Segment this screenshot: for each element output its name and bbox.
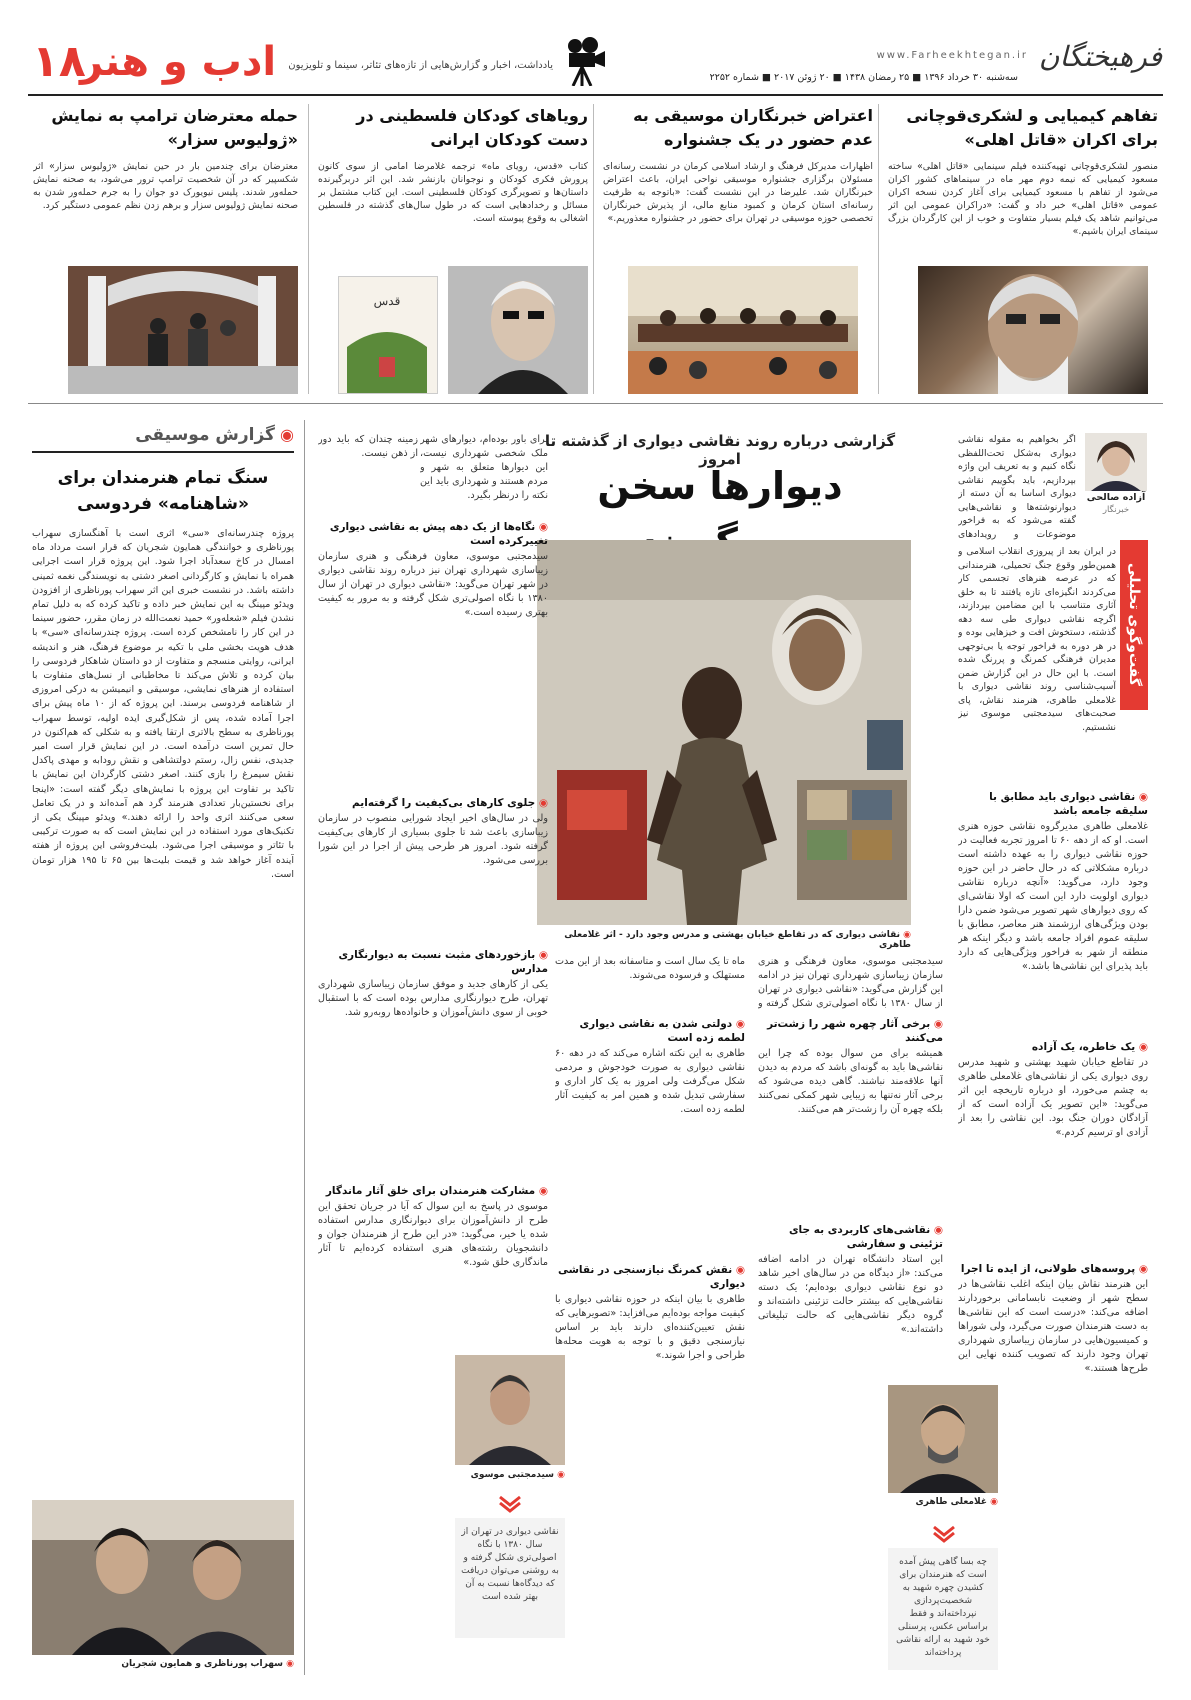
section-heading: ◉ پروسه‌های طولانی، از ایده تا اجرا — [960, 1263, 1148, 1275]
section-body: سیدمجتبی موسوی، معاون فرهنگی و هنری سازمان زیباسازی شهرداری تهران نیز درباره روند نقاشی دیواری در شهر تهران می‌گوید: «نقاشی دیواری در تهران از سال ۱۳۸۰ با نگاه اصولی‌تری شکل گرفته و به مرور به کیفیت بهتری رسیده است.» — [318, 551, 548, 618]
side-label — [1120, 540, 1148, 710]
section-body: طاهری با بیان اینکه در حوزه نقاشی دیواری با کیفیت مواجه بوده‌ایم می‌افزاید: «تصویرهایی که نقش تعیین‌کننده‌ای دارند باید بر اساس نیازسنجی دقیق و با توجه به هویت محله‌ها طراحی و اجرا شوند.» — [555, 1294, 745, 1361]
section-bullet-icon: ◉ — [1135, 1263, 1148, 1275]
section-heading: ◉ نقش کمرنگ نیازسنجی در نقاشی دیواری — [557, 1264, 745, 1290]
feature-kicker: گزارشی درباره روند نقاشی دیواری از گذشته تا امروز — [544, 432, 896, 468]
masthead — [28, 36, 1163, 92]
section-body: موسوی در پاسخ به این سوال که آیا در جریان تحقق این طرح از دانش‌آموزان برای دیوارنگاری مدارس استفاده شده یا خیر، می‌گوید: «در این طرح از هنرمندان جوان و دانشجویان رشته‌های هنری استفاده کرده‌ایم تا آثار ماندگاری خلق شود.» — [318, 1201, 548, 1268]
section-body: غلامعلی طاهری مدیرگروه نقاشی حوزه هنری است. او که از دهه ۶۰ تا امروز تجربه فعالیت در حوزه نقاشی دیواری را به عهده داشته است درباره مشکلاتی که در حال حاضر در این حوزه وجود دارد، می‌گوید: «آنچه درباره نقاشی دیواری اولویت دارد این است که اولا نقاشی‌ای که روی دیوارهای شهر تصویر می‌شود ضمن دارا بودن ویژگی‌های ارزشمند هنر معاصر، مطابق با سلیقه عموم افراد جامعه باشد و دیگر اینکه هر منطقه از شهر به فراخور ویژگی‌هایی که دارد باید پذیرای این نقاشی‌ها باشد.» — [958, 821, 1148, 972]
news-row — [28, 104, 1163, 394]
music-section — [32, 425, 294, 1670]
feature-headline: دیوارها سخن — [597, 464, 843, 508]
news-item-palestine — [318, 104, 588, 394]
section-heading: ◉ بازخوردهای مثبت نسبت به دیوارنگاری مدارس — [338, 949, 548, 975]
section-bullet-icon: ◉ — [1135, 791, 1148, 803]
news-photo-press-conference — [628, 266, 858, 394]
caption-bullet-icon: ◉ — [283, 1659, 294, 1669]
photo-mousavi-caption: ◉ سیدمجتبی موسوی — [470, 1470, 565, 1480]
section-body: یکی از کارهای جدید و موفق سازمان زیباسازی شهرداری تهران، طرح دیوارنگاری مدارس بوده است که با استقبال خوبی از سوی دانش‌آموزان و خانواده‌ها روبه‌رو شد. — [318, 979, 548, 1018]
section-bullet-icon: ◉ — [535, 521, 548, 533]
photo-mousavi — [455, 1355, 565, 1465]
news-item-journalists — [603, 104, 873, 394]
pull-quote-1: نقاشی دیواری در تهران از سال ۱۳۸۰ با نگاه اصولی‌تری شکل گرفته و به روشنی می‌توان دریافت که دیدگاه‌ها نسبت به آن بهتر شده است — [455, 1518, 565, 1638]
section-heading: ◉ نگاه‌ها از یک دهه پیش به نقاشی دیواری تغییرکرده است — [329, 521, 548, 547]
section-body: زمینه چندان که باید دور از ذهن نیست. — [318, 434, 418, 459]
pull-quote-arrow-icon — [498, 1495, 522, 1513]
news-item-kimiai — [888, 104, 1158, 394]
section-bullet-icon: ◉ — [535, 1185, 548, 1197]
caption-bullet-icon: ◉ — [554, 1470, 565, 1480]
dateline: سه‌شنبه ۳۰ خرداد ۱۳۹۶ ■ ۲۵ رمضان ۱۴۳۸ ■ ۲۰ ژوئن ۲۰۱۷ ■ شماره ۲۲۵۲ — [709, 72, 1018, 83]
masthead-divider — [28, 94, 1163, 96]
music-headline: سنگ تمام هنرمندان برای «شاهنامه» فردوسی — [57, 468, 269, 514]
feature-image-caption — [537, 930, 911, 950]
music-label-text: گزارش موسیقی — [135, 425, 275, 445]
feature-col-mid — [555, 955, 745, 1670]
music-section-label — [32, 425, 294, 453]
section-bullet-icon: ◉ — [535, 797, 548, 809]
section-body: طاهری به این نکته اشاره می‌کند که در دهه ۶۰ نقاشی دیواری به صورت خودجوش و مردمی شکل می‌گرفت ولی امروز به یک کار اداری و سفارشی تبدیل شده و همین امر به کیفیت آثار لطمه زده است. — [555, 1048, 745, 1115]
section-bullet-icon: ◉ — [732, 1018, 745, 1030]
section-tagline: یادداشت، اخبار و گزارش‌هایی از تازه‌های تئاتر، سینما و تلویزیون — [288, 60, 553, 71]
caption-bullet-icon: ◉ — [900, 930, 911, 940]
news-body: منصور لشکری‌قوچانی تهیه‌کننده فیلم سینمایی «قاتل اهلی» ساخته مسعود کیمیایی که نیمه دوم مهر ماه در سینماهای کشور اکران می‌شود از تفاهم با مسعود کیمیایی برای آغاز کردن نسخه اکران عمومی «قاتل اهلی» خبر داد و گفت: «دراکران عمومی این اثر می‌توانیم شاهد یک فیلم بسیار متفاوت و خوب از این کارگردان بزرگ سینمای ایران باشیم.» — [888, 161, 1158, 237]
music-photo — [32, 1500, 294, 1655]
section-heading: ◉ برخی آثار چهره شهر را زشت‌تر می‌کنند — [767, 1018, 943, 1044]
page-number: ۱۸ — [32, 36, 86, 87]
music-body: پروژه چندرسانه‌ای «سی» اثری است با آهنگسازی سهراب پورناظری و خوانندگی همایون شجریان که قرار است مرداد ماه امسال در کاخ سعدآباد اجرا شود. این پروژه قرار است اجرایی همراه با نمایش و کارگردانی اصغر دشتی به نویسندگی نغمه ثمینی داشته باشد. در نشست خبری این اثر سهراب پورناظری از افزودن ویدئو مپینگ به این نمایش خبر داده و تاکید کرده که به دلیل تمام نشدن فیلم «شعله‌ور» حمید نعمت‌الله در زمان مقرر، حضور سینما در این کار را نامشخص کرده است. پروژه چندرسانه‌ای «سی» با هدف هویت بخشی ملی با تکیه بر موضوع فرهنگ، هنر و اندیشه ایرانی، روایتی منسجم و متفاوت از دو داستان شاهکار فردوسی را بیان کرده و تلاش می‌کند تا مخاطبانی از نسل‌های متفاوت با استفاده از هنرهای نمایشی، موسیقی و انیمیشن به درکی امروزی از شاهنامه فردوسی برسند. این پروژه که از ۱۰ ماه پیش برای اجرا آماده شده، پس از شکل‌گیری ایده اولیه، توسط سهراب پورناظری به سطح بالاتری ارتقا یافته و به شکلی که هم‌اکنون در حال تمرین است درآمده است. در این نمایش قرار است امیر جدیدی، نفس زال، رستم دولتشاهی و نقش رودابه و مهدی پاکدل نقش سیمرغ را بازی کنند. اصغر دشتی کارگردان این نمایش با تاکید بر تفاوت این پروژه با نمایش‌های دیگر گفته است: «اینجا برای نخستین‌بار تعدادی هنرمند گرد هم آمده‌اند و در یک تعامل سعی می‌کنند اثری واحد را ارائه دهند.» ویدئو مپینگ یکی از تکنیک‌های مورد استفاده در این نمایش است که به صورت ترکیبی با تئاتر و موسیقی اجرا می‌شود. بلیت‌فروشی این پروژه از هفته آینده آغاز خواهد شد و قیمت بلیت‌ها بین ۶۵ تا ۱۹۵ هزار تومان است. — [32, 528, 294, 880]
photo-taheri-caption: ◉ غلامعلی طاهری — [915, 1497, 998, 1507]
feature-mural-image — [537, 540, 911, 925]
author-name: آزاده صالحی — [1086, 492, 1146, 503]
feature-col-mid-right — [758, 955, 943, 1670]
news-title: رویاهای کودکان فلسطینی در دست کودکان ایرانی — [356, 106, 588, 149]
pull-quote-2: چه بسا گاهی پیش آمده است که هنرمندان برای کشیدن چهره شهید به شخصیت‌پردازی نپرداخته‌اند و فقط براساس عکس، پرسنلی خود شهید به ارائه نقاشی پرداخته‌اند — [888, 1548, 998, 1670]
section-heading: ◉ نقاشی‌های کاربردی به جای تزئینی و سفارشی — [788, 1224, 943, 1250]
news-title: اعتراض خبرنگاران موسیقی به عدم حضور در یک جشنواره — [633, 106, 873, 149]
section-body: ولی در سال‌های اخیر ایجاد شورایی منصوب در سازمان زیباسازی باعث شد تا جلوی بسیاری از کارهای بی‌کیفیت گرفته شود. امروز هر طرحی پیش از اجرا در این شورا بررسی می‌شود. — [318, 813, 548, 866]
feature-col-right — [958, 790, 1148, 1670]
section-bullet-icon: ◉ — [930, 1224, 943, 1236]
camera-icon — [563, 36, 607, 86]
news-item-trump — [33, 104, 298, 394]
music-photo-caption: ◉ سهراب پورناظری و همایون شجریان — [121, 1659, 294, 1669]
news-photo-author — [448, 266, 588, 394]
section-bullet-icon: ◉ — [1135, 1041, 1148, 1053]
news-photo-julius-caesar — [68, 266, 298, 394]
author-role: خبرنگار — [1102, 505, 1130, 515]
section-body: این استاد دانشگاه تهران در ادامه اضافه می‌کند: «از دیدگاه من در سال‌های اخیر شاهد دو نوع نقاشی دیواری بوده‌ایم؛ یک دسته نقاشی‌هایی که بیشتر حالت تزئینی داشته‌اند و گروه دیگر نقاشی‌هایی که حالت تبلیغاتی داشته‌اند.» — [758, 1254, 943, 1335]
website-link[interactable]: www.Farheekhtegan.ir — [876, 50, 1028, 61]
section-body: در تقاطع خیابان شهید بهشتی و شهید مدرس روی دیواری یکی از نقاشی‌های غلامعلی طاهری به چشم می‌خورد، او درباره تاریخچه این اثر می‌گوید: «این تصویر یک آزاده است که از آزادگان دوران جنگ بود. این نقاشی را بعد از آزادی او ترسیم کردم.» — [958, 1057, 1148, 1138]
section-heading: ◉ نقاشی دیواری باید مطابق با سلیقه جامعه باشد — [989, 791, 1148, 817]
section-bullet-icon: ◉ — [930, 1018, 943, 1030]
svg-text:قدس: قدس — [373, 294, 401, 308]
section-bullet-icon: ◉ — [535, 949, 548, 961]
news-title: تفاهم کیمیایی و لشکری‌قوچانی برای اکران «قاتل اهلی» — [906, 106, 1158, 149]
section-bullet-icon: ◉ — [732, 1264, 745, 1276]
author-avatar — [1085, 433, 1147, 491]
section-body: برای باور بوده‌ام، دیوارهای شهر ملک شخصی شهرداری نیست، این دیوارها متعلق به شهر و مردم هستند و شهرداری باید این نکته را درنظر بگیرد. — [420, 434, 548, 501]
music-label-icon: ◉ — [280, 425, 294, 444]
side-label-text: گفت‌وگوی تحلیلی — [1126, 563, 1142, 687]
news-title: حمله معترضان ترامپ به نمایش «ژولیوس سزار» — [51, 106, 298, 149]
feature-intro: اگر بخواهیم به مقوله نقاشی دیواری به‌شکل تحت‌اللفظی نگاه کنیم و به تعریف این واژه بپردازیم، باید بگوییم نقاشی دیواری اساسا به آن دسته از دیوارنوشته‌ها و نقاشی‌هایی گفته می‌شود که به فراخور موضوعات و رویدادهای — [958, 434, 1076, 540]
section-heading: ◉ دولتی شدن به نقاشی دیواری لطمه زده است — [579, 1018, 745, 1044]
section-title: ادب و هنر — [80, 39, 277, 85]
feature-intro-cont: در ایران بعد از پیروزی انقلاب اسلامی و همین‌طور وقوع جنگ تحمیلی، هنرمندانی که در عرصه هنرهای تجسمی کار می‌کردند انگیزه‌ای تازه یافتند تا به خلق آثاری متناسب با این مضامین بپردازند، اگرچه نقاشی دیواری طی سه دهه گذشته، دستخوش افت و خیزهایی بوده و در هر دوره به فراخور توجه یا بی‌توجهی مدیران فرهنگی کمرنگ و پررنگ شده است. با این حال در این گزارش ضمن آسیب‌شناسی روند نقاشی دیواری با غلامعلی طاهری، هنرمند نقاش، پای صحبت‌های سیدمجتبی موسوی نیز نشستیم. — [958, 546, 1116, 733]
news-body: کتاب «قدس، رویای ماه» ترجمه غلامرضا امامی از سوی کانون پرورش فکری کودکان و نوجوانان بازنشر شد. این اثر دربرگیرنده داستان‌ها و تصویرگری کودکان فلسطینی است. این کتاب مشتمل بر مسائل و رخدادهایی است که در طول سال‌های گذشته در فلسطین اشغالی به وقوع پیوسته است. — [318, 161, 588, 224]
news-body: اظهارات مدیرکل فرهنگ و ارشاد اسلامی کرمان در نشست رسانه‌ای مسئولان برگزاری جشنواره موسیقی نواحی ایران، باعث اعتراض خبرنگاران شد. علیرضا در این نشست گفت: «باتوجه به ظرفیت رسانه‌ای استان کرمان و کمبود منابع مالی، از پذیرش خبرنگاران تخصصی حوزه موسیقی در تهران برای حضور در جشنواره معذوریم.» — [603, 161, 873, 224]
section-body: سیدمجتبی موسوی، معاون فرهنگی و هنری سازمان زیباسازی شهرداری تهران نیز در ادامه این گزارش می‌گوید: «نقاشی دیواری در تهران از سال ۱۳۸۰ با نگاه اصولی‌تری شکل گرفته و — [758, 956, 943, 1009]
newspaper-logo: فرهیختگان — [1038, 40, 1163, 73]
side-label-icon — [1122, 540, 1146, 564]
section-heading: ◉ مشارکت هنرمندان برای خلق آثار ماندگار — [325, 1185, 548, 1197]
news-row-divider — [28, 403, 1163, 404]
section-body: ماه تا یک سال است و متاسفانه بعد از این مدت مستهلک و فرسوده می‌شوند. — [555, 956, 745, 981]
section-heading: ◉ یک خاطره، یک آزاده — [1031, 1041, 1148, 1053]
section-body: این هنرمند نقاش بیان اینکه اغلب نقاشی‌ها در سطح شهر از وضعیت نابسامانی برخوردارند اضافه می‌کند: «درست است که این نقاشی‌ها به دست هنرمندان صورت می‌گیرد، ولی شوراها و کمیسیون‌هایی در سازمان زیباسازی شهرداری تهران وجود دارند که تصویب کننده نهایی این طرح‌ها هستند.» — [958, 1279, 1148, 1374]
section-body: همیشه برای من سوال بوده که چرا این نقاشی‌ها باید به گونه‌ای باشد که مردم به دیدن آنها علاقه‌مند نباشند. گاهی دیده می‌شود که برخی آثار نه‌تنها به زیبایی شهر کمکی نمی‌کنند بلکه چهره آن را زشت‌تر هم می‌کنند. — [758, 1048, 943, 1115]
feature-col-left-a — [420, 433, 548, 513]
news-body: معترضان برای چندمین بار در حین نمایش «ژولیوس سزار» اثر شکسپیر که در آن شخصیت ترامپ ترور می‌شود، به صحنه نمایش حمله‌ور شدند. پلیس نیویورک دو جوان را به جرم حمله‌ور شدن به صحنه نمایش ژولیوس سزار و برهم زدن نظم عمومی دستگیر کرد. — [33, 161, 298, 211]
section-heading: ◉ جلوی کارهای بی‌کیفیت را گرفته‌ایم — [352, 797, 548, 809]
caption-bullet-icon: ◉ — [987, 1497, 998, 1507]
news-photo-kimiai — [918, 266, 1148, 394]
feature-col-left — [318, 433, 418, 513]
caption-text: نقاشی دیواری که در تقاطع خیابان بهشتی و مدرس وجود دارد - اثر غلامعلی طاهری — [564, 930, 911, 950]
book-cover — [338, 276, 438, 394]
